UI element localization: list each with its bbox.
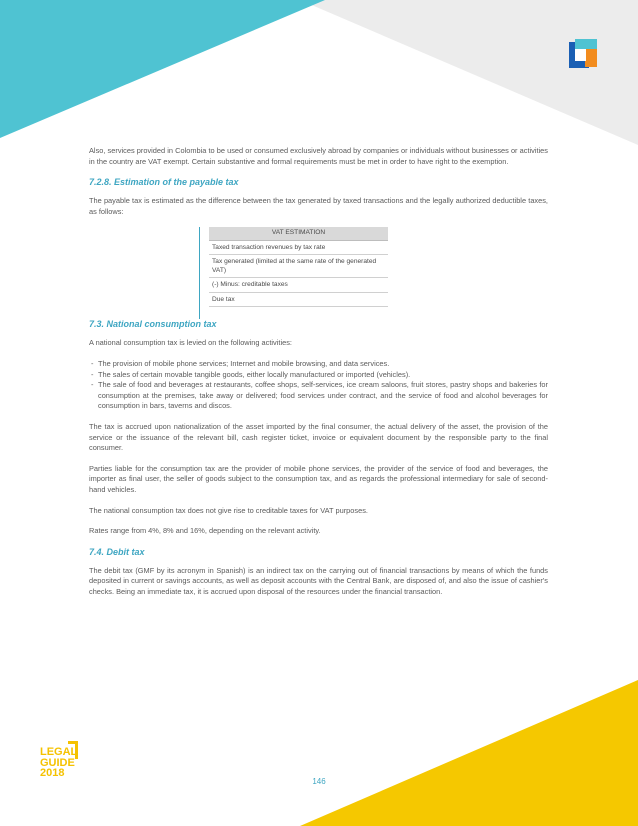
- brand-year: 2018: [40, 767, 65, 779]
- brand-line-legal: LEGAL: [40, 746, 78, 758]
- section-heading-7-2-8: 7.2.8. Estimation of the payable tax: [89, 177, 239, 188]
- vat-accent-bar: [199, 227, 200, 319]
- table-row: [209, 240, 388, 255]
- yellow-corner-shape: [300, 680, 638, 826]
- intro-paragraph: Also, services provided in Colombia to be used or consumed exclusively abroad by companies or individuals without businesses or activities in the country are VAT exempt. Certain substantive and formal requirements must be met in order to have right to the exemption.: [89, 146, 548, 166]
- section-7-4-paragraph: The debit tax (GMF by its acronym in Spanish) is an indirect tax on the carrying out of financial transactions by means of which the funds deposited in current or savings accounts, as well as deposit accounts with the Central Bank, are disposed of, and also the issue of cashier's checks. Being an immediate tax, it is accrued upon disposal of the resources under the financial transaction.: [89, 565, 548, 596]
- document-body: [89, 146, 548, 607]
- vat-estimation-block: [209, 227, 409, 307]
- section-7-3-paragraph-liable-parties: Parties liable for the consumption tax are the provider of mobile phone services, the provider of the service of food and beverages, the importer as final user, the seller of goods subject to the consumption tax, and as regards the professional intermediary for sale of second-hand vehicles.: [89, 463, 548, 494]
- vat-estimation-table: [209, 227, 388, 307]
- list-item-text: The provision of mobile phone services; Internet and mobile browsing, and data services.: [98, 358, 390, 368]
- section-heading-7-4: 7.4. Debit tax: [89, 546, 145, 557]
- list-item: - The sale of food and beverages at restaurants, coffee shops, self-services, ice cream saloons, fruit stores, pastry shops and bakeries for consumption at the premises, take away or delivered; food services under contract, and the service of food and alcohol beverages for consumption in bars, taverns and discos.: [91, 380, 548, 411]
- table-row: [209, 255, 388, 278]
- table-row: [209, 292, 388, 307]
- brand-line-guide: GUIDE: [40, 756, 75, 769]
- legal-guide-brand: [40, 747, 100, 779]
- section-7-2-8-paragraph: The payable tax is estimated as the difference between the tax generated by taxed transactions and the legally authorized deductible taxes, as follows:: [89, 196, 548, 216]
- vat-table-cell: Due tax: [209, 292, 388, 307]
- vat-table-cell: Tax generated (limited at the same rate of the generated VAT): [209, 255, 388, 278]
- vat-table-header-row: [209, 227, 388, 240]
- consumption-tax-activities-list: [89, 359, 548, 412]
- light-gray-corner-shape: [300, 0, 638, 145]
- vat-table-cell: (-) Minus: creditable taxes: [209, 278, 388, 293]
- teal-corner-shape: [0, 0, 325, 138]
- list-item-text: The sale of food and beverages at restaurants, coffee shops, self-services, ice cream saloons, fruit stores, pastry shops and bakeries for consumption at the premises, take away or delivered; food services under contract, and the service of food and alcohol beverages for consumption in bars, taverns and discos.: [98, 380, 548, 411]
- section-7-3-intro: A national consumption tax is levied on the following activities:: [89, 338, 292, 348]
- brand-logo-icon: [569, 39, 599, 69]
- section-heading-7-3: 7.3. National consumption tax: [89, 319, 217, 330]
- list-item: - The provision of mobile phone services; Internet and mobile browsing, and data services.: [91, 358, 390, 368]
- page-number: 146: [312, 777, 326, 786]
- vat-table-header: VAT ESTIMATION: [209, 227, 388, 240]
- table-row: [209, 278, 388, 293]
- section-7-3-paragraph-rates: Rates range from 4%, 8% and 16%, depending on the relevant activity.: [89, 526, 321, 536]
- list-item: - The sales of certain movable tangible goods, either locally manufactured or imported (vehicles).: [91, 369, 411, 379]
- section-7-3-paragraph-vat-credit: The national consumption tax does not give rise to creditable taxes for VAT purposes.: [89, 505, 368, 515]
- vat-table-cell: Taxed transaction revenues by tax rate: [209, 240, 388, 255]
- section-7-3-paragraph-accrual: The tax is accrued upon nationalization of the asset imported by the final consumer, the actual delivery of the asset, the provision of the service or the issuance of the relevant bill, cash register ticket, invoice or equivalent document by the responsible party to the final consumer.: [89, 421, 548, 453]
- list-item-text: The sales of certain movable tangible goods, either locally manufactured or imported (vehicles).: [98, 369, 411, 379]
